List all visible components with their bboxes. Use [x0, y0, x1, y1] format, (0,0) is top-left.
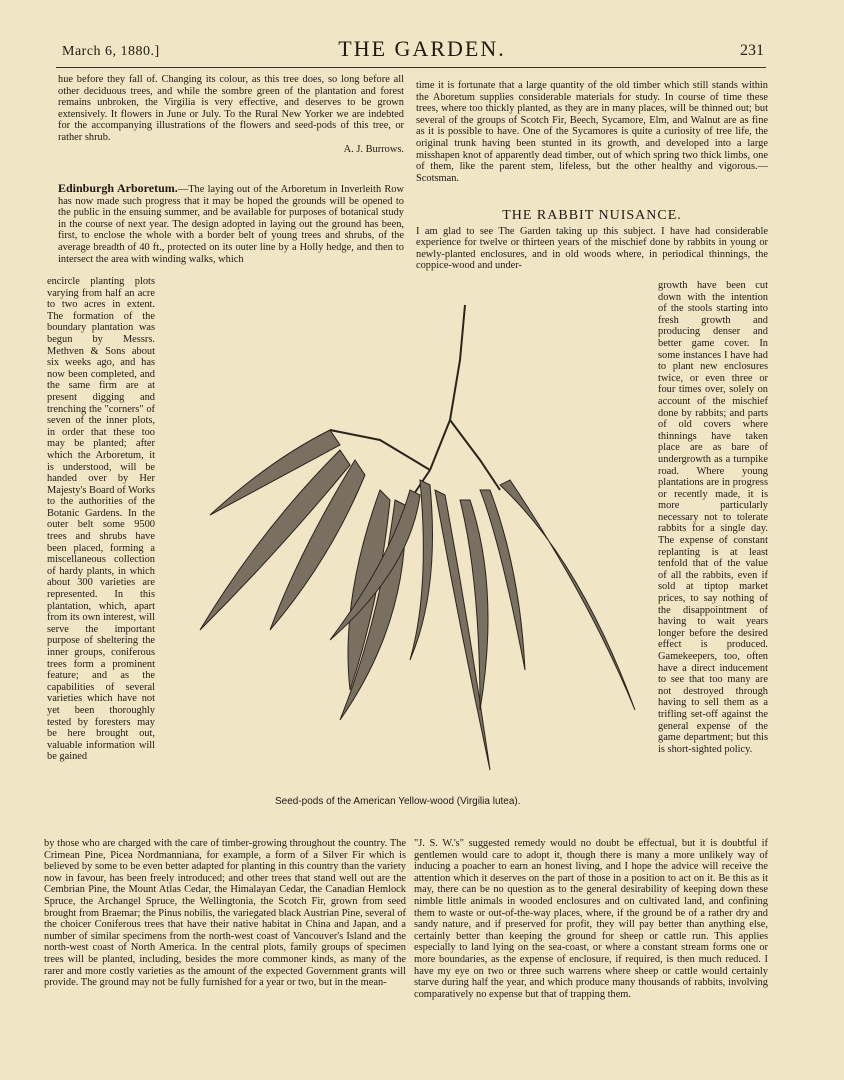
seed-pods-illustration [180, 300, 640, 800]
rabbit-intro: I am glad to see The Garden taking up this subject. I have had considerable experience for twelve or thirteen years of the mischief done by rabbits in young or newly-planted enclosures, and in old woods where, in periodical thinnings, the coppice-wood and under- [416, 225, 768, 272]
rabbit-continuation: "J. S. W.'s" suggested remedy would no doubt be effectual, but it is doubtful if gentlemen would care to adopt it, though there is many a more unlikely way of inducing a poacher to earn an honest living, and I hope the advice will receive the attention which it deserves on the part of those in a position to act on it. Be this as it may, there can be no question as to the general desirability of keeping down these nimble little animals in wooded enclosures and on cultivated land, and confining them to waste or out-of-the-way places, where, if the ground be of a rather dry and sandy nature, and if preserved for profit, they will pay better than anything else, certainly better than keeping the ground for sheep or cattle run. This applies especially to land lying on the sea-coast, or where a constant stream forms one or more boundaries, as the expense of enclosure, if required, is then much reduced. I have my eye on two or three such warrens where sheep or cattle would certainly starve during half the year, and which produce many thousands of rabbits, involving comparatively no expense but that of trapping them. [414, 838, 768, 1000]
edinburgh-narrow-column: encircle planting plots varying from half an acre to two acres in extent. The formation of the boundary plantation was begun by Messrs. Methven & Sons about six weeks ago, and has now been completed, and the same firm are at present digging and trenching the "corners" of seven of the inner plots, in order that these too may be planted; after which the Arboretum, it is understood, will be handed over by Her Majesty's Board of Works to the authorities of the Botanic Gardens. In the outer belt some 9500 trees and shrubs have been placed, forming a miscellaneous collection of hardy plants, in which about 300 varieties are represented. In this plantation, which, apart from its own interest, will serve the important purpose of sheltering the inner groups, coniferous trees form a prominent feature; and as the capabilities of several varieties which have not yet been thoroughly tested by foresters may be here brought out, valuable information will be gained [47, 276, 155, 763]
edinburgh-continuation: by those who are charged with the care of timber-growing throughout the country. The Crimean Pine, Picea Nordmanniana, for example, a form of a Silver Fir which is believed by some to be even better adapted for planting in this country than the variety now in favour, has been freely introduced; and other trees that stand well out are the Cembrian Pine, the Mount Atlas Cedar, the Himalayan Cedar, the Canadian Hemlock Spruce, the Archangel Spruce, the Wellingtonia, the Scotch Fir, grown from seed brought from Braemar; the Pinus nobilis, the variegated black Austrian Pine, several of the choicer Coniferous trees that have their native habitat in China and Japan, and a number of similar specimens from the north-west coast of Vancouver's Island and the north-west coast of North America. In the central plots, family groups of specimen trees will be planted, including, besides the more commoner kinds, as many of the rarer and more costly varieties as the amount of the expected Government grants will provide. The ground may not be fully furnished for a year or two, but in the mean- [44, 838, 406, 989]
masthead-title: THE GARDEN. [338, 36, 506, 61]
edinburgh-opening: —The laying out of the Arboretum in Inverleith Row has now made such progress that it may be hoped the grounds will be opened to the public in the ensuing summer, and be available for purposes of botanical study in the course of next year. The design adopted in laying out the ground has been, first, to enclose the whole with a border belt of young trees and shrubs, of the average breadth of 40 ft., protected on its outer line by a Holly hedge, and then to intersect the area with winding walks, which [58, 184, 405, 265]
figure-caption: Seed-pods of the American Yellow-wood (Virgilia lutea). [275, 796, 521, 807]
page-number: 231 [740, 42, 764, 59]
virgilia-paragraph: hue before they fall of. Changing its colour, as this tree does, so long before all other deciduous trees, and while the sombre green of the plantation and forest remains unbroken, the Virgilia is very effective, and deserves to be grown extensively. It flowers in June or July. To the Rural New Yorker we are indebted for the accompanying illustrations of the flowers and seed-pods of this tree, or rather shrub. [58, 74, 404, 143]
header-rule [56, 67, 766, 68]
rabbit-narrow-column: growth have been cut down with the intention of the stools starting into fresh growth and producing denser and better game cover. In some instances I have had to plant new enclosures twice, or even three or four times over, solely on account of the mischief done by rabbits; and parts of old covers where thinnings have taken place are as bare of undergrowth as a turnpike road. Where young plantations are in progress or recently made, it is more particularly necessary not to tolerate rabbits for a single day. The expense of constant replanting is at least tenfold that of the value of all the rabbits, even if sold at tiptop market prices, to say nothing of the disappointment of having to wait years longer before the desired effect is produced. Gamekeepers, too, often have a direct inducement to see that too many are not destroyed through having to sell them as a trifling set-off against the general expense of the game department; but this is short-sighted policy. [658, 280, 768, 755]
author-signature: A. J. Burrows. [343, 143, 404, 155]
issue-date: March 6, 1880.] [62, 44, 160, 59]
right-top-column [416, 80, 768, 184]
rabbit-column [416, 210, 768, 272]
edinburgh-column [58, 183, 404, 265]
edinburgh-heading: Edinburgh Arboretum. [58, 181, 178, 195]
left-intro-column [58, 74, 404, 155]
rabbit-heading: THE RABBIT NUISANCE. [502, 208, 682, 223]
timber-paragraph: time it is fortunate that a large quantity of the old timber which still stands within the Aboretum supplies considerable materials for study. In course of time these trees, where too thickly planted, as they are in many places, will be thinned out; but several of the groups of Scotch Fir, Beech, Sycamore, Elm, and Walnut are as fine as it is possible to have. One of the Sycamores is quite a curiosity of tree life, the original trunk having been stunted in its growth, and developed into a large misshapen knot of apparently dead timber, out of which spring two thick limbs, one of them, like the parent stem, lifeless, but the other healthy and vigorous.—Scotsman. [416, 80, 768, 184]
